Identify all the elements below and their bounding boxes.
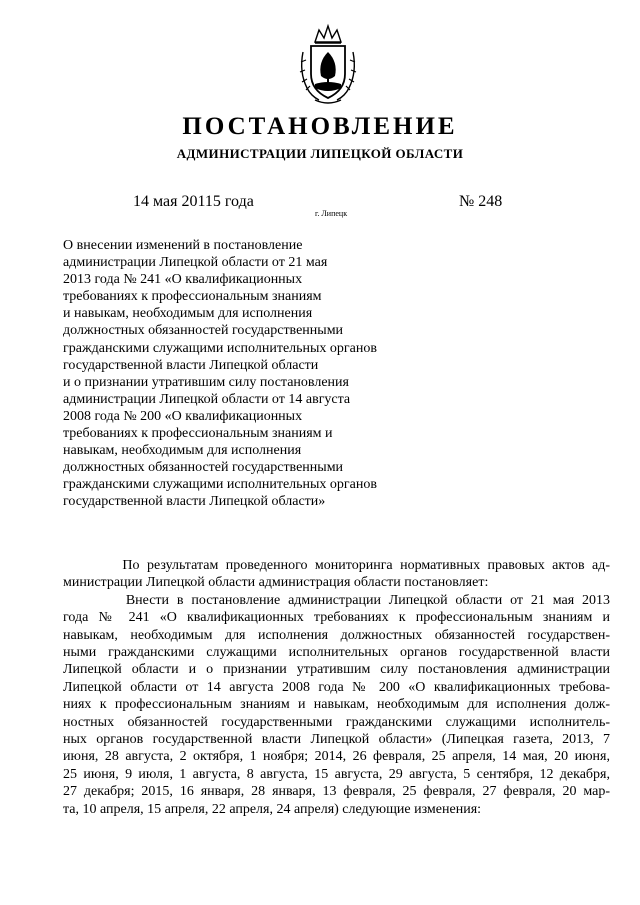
subject-line: 2008 года № 200 «О квалификационных: [63, 408, 303, 424]
body-line: По результатам проведенного мониторинга нормативных правовых актов ад-: [63, 558, 610, 573]
subject-line: требованиях к профессиональным знаниям и: [63, 426, 333, 442]
subject-line: администрации Липецкой области от 14 августа: [63, 391, 351, 407]
body-line: 25 июня, 9 июля, 1 августа, 8 августа, 15 августа, 29 августа, 5 сентября, 12 декабря,: [63, 766, 610, 782]
body-line: июня, 28 августа, 2 октября, 1 ноября; 2014, 26 февраля, 25 апреля, 14 мая, 20 июня,: [63, 749, 610, 765]
body-line: Внести в постановление администрации Липецкой области от 21 мая 2013: [63, 592, 610, 608]
document-title: ПОСТАНОВЛЕНИЕ: [182, 113, 458, 140]
body-line: Липецкой области и о признании утратившим силу постановления администрации: [63, 662, 610, 678]
body-line: та, 10 апреля, 15 апреля, 22 апреля, 24 апреля) следующие изменения:: [63, 801, 482, 817]
body-line: министрации Липецкой области администрация области постановляет:: [63, 575, 489, 591]
body-line: ниях к профессиональным знаниям и навыкам, необходимым для исполнения долж-: [63, 697, 610, 713]
subject-line: государственной власти Липецкой области»: [63, 494, 326, 510]
body-line: ностных обязанностей государственными гражданскими служащими исполнитель-: [63, 714, 610, 730]
body-line: Липецкой области от 14 августа 2008 года № 200 «О квалификационных требова-: [63, 679, 610, 695]
body-line: 27 декабря; 2015, 16 января, 28 января, 13 февраля, 25 февраля, 27 февраля, 20 мар-: [63, 784, 610, 800]
subject-line: гражданскими служащими исполнительных органов: [63, 477, 377, 493]
body-line: года № 241 «О квалификационных требованиях к профессиональным знаниям и: [63, 610, 610, 626]
subject-line: государственной власти Липецкой области: [63, 357, 319, 373]
subject-line: должностных обязанностей государственными: [63, 460, 344, 476]
body-line: ными гражданскими служащими исполнительных органов государственной власти: [63, 645, 610, 661]
body-line: навыкам, необходимым для исполнения должностных обязанностей государствен-: [63, 627, 610, 643]
subject-line: О внесении изменений в постановление: [63, 238, 303, 253]
subject-line: и навыкам, необходимым для исполнения: [63, 306, 313, 322]
subject-line: навыкам, необходимым для исполнения: [63, 443, 302, 459]
document-number: № 248: [459, 193, 503, 210]
subject-line: должностных обязанностей государственными: [63, 323, 344, 339]
subject-line: администрации Липецкой области от 21 мая: [63, 255, 328, 271]
subject-line: гражданскими служащими исполнительных органов: [63, 340, 377, 356]
subject-line: требованиях к профессиональным знаниям: [63, 289, 322, 305]
body-line: ных органов государственной власти Липецкой области» (Липецкая газета, 2013, 7: [63, 732, 610, 748]
document-date: 14 мая 20115 года: [133, 193, 254, 210]
document-issuer: АДМИНИСТРАЦИИ ЛИПЕЦКОЙ ОБЛАСТИ: [176, 146, 464, 161]
coat-of-arms-icon: [297, 22, 359, 106]
document-subject: [63, 237, 413, 511]
subject-line: и о признании утратившим силу постановления: [63, 374, 349, 390]
subject-line: 2013 года № 241 «О квалификационных: [63, 272, 303, 288]
document-body: [63, 557, 610, 818]
document-city: г. Липецк: [315, 209, 348, 218]
